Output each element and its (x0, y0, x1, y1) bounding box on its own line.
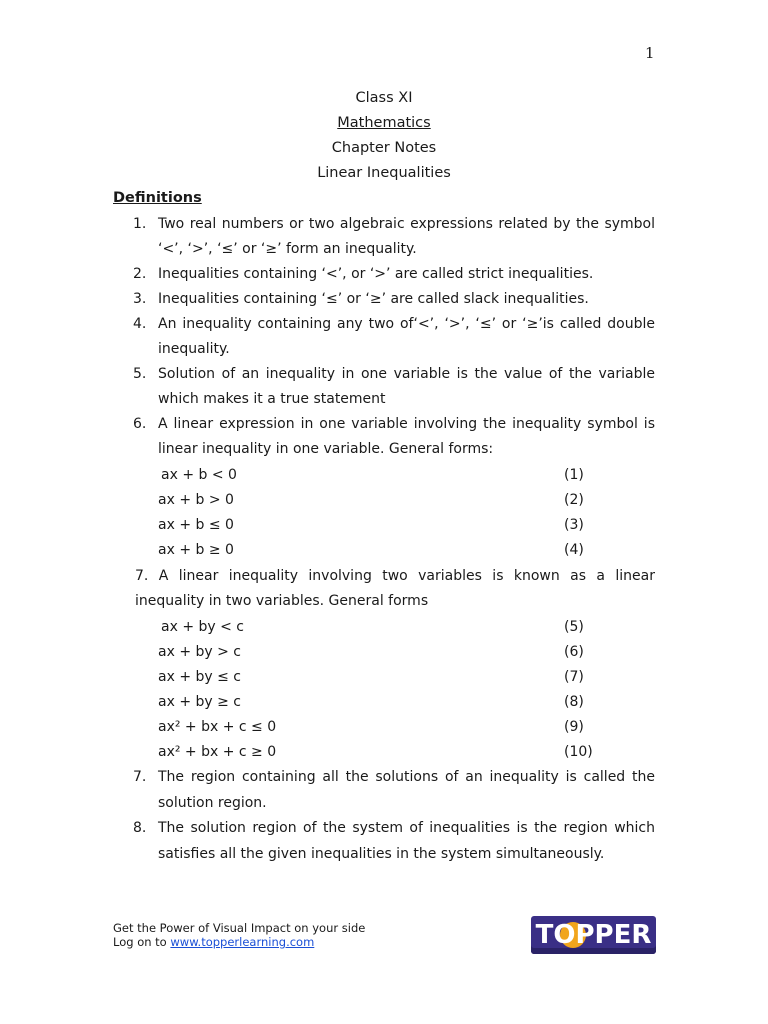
list-item-line: solution region. (158, 795, 267, 811)
equation-number: (2) (564, 492, 584, 508)
list-item-number: 6. (133, 416, 147, 432)
formula-expression: ax + b < 0 (161, 467, 237, 483)
list-item-line: which makes it a true statement (158, 391, 386, 407)
list-item-line: Solution of an inequality in one variable is the value of the variable (158, 366, 655, 382)
section-title: Definitions (113, 190, 202, 206)
equation-number: (7) (564, 669, 584, 685)
formula-expression: ax² + bx + c ≥ 0 (158, 744, 277, 760)
list-item-line: A linear expression in one variable involving the inequality symbol is (158, 416, 655, 432)
footer-tagline: Get the Power of Visual Impact on your side (113, 921, 366, 935)
equation-number: (5) (564, 619, 584, 635)
footer-logon (113, 935, 314, 949)
list-item-line: Two real numbers or two algebraic expressions related by the symbol (158, 216, 655, 232)
topper-logo[interactable] (531, 916, 656, 954)
page-number: 1 (645, 44, 655, 62)
equation-number: (4) (564, 542, 584, 558)
formula-expression: ax + by ≥ c (158, 694, 241, 710)
formula-expression: ax + by > c (158, 644, 241, 660)
list-item-number: 7. (133, 769, 147, 785)
list-item-line: satisfies all the given inequalities in the system simultaneously. (158, 846, 605, 862)
list-item-line: Inequalities containing ‘<’, or ‘>’ are called strict inequalities. (158, 266, 594, 282)
equation-number: (1) (564, 467, 584, 483)
formula-expression: ax + b ≥ 0 (158, 542, 234, 558)
list-item-number: 4. (133, 316, 147, 332)
equation-number: (8) (564, 694, 584, 710)
formula-expression: ax + b ≤ 0 (158, 517, 234, 533)
list-item-number: 3. (133, 291, 147, 307)
formula-expression: ax² + bx + c ≤ 0 (158, 719, 277, 735)
subject-title-text: Mathematics (337, 115, 431, 131)
footer-link[interactable]: www.topperlearning.com (170, 935, 315, 949)
notes-title-text: Chapter Notes (331, 140, 437, 156)
class-title-text: Class XI (355, 90, 413, 106)
formula-expression: ax + by < c (161, 619, 244, 635)
list-item-line: The solution region of the system of inequalities is the region which (158, 820, 655, 836)
notes-title (0, 140, 768, 156)
list-item-line: linear inequality in one variable. General forms: (158, 441, 494, 457)
list-item-line: The region containing all the solutions of an inequality is called the (158, 769, 655, 785)
footer-logon-prefix: Log on to (113, 935, 171, 949)
list-item-line: An inequality containing any two of‘<’, ‘>’, ‘≤’ or ‘≥’is called double (158, 316, 655, 332)
list-item-line: ‘<’, ‘>’, ‘≤’ or ‘≥’ form an inequality. (158, 241, 417, 257)
chapter-title (0, 165, 768, 181)
equation-number: (6) (564, 644, 584, 660)
list-item-number: 1. (133, 216, 147, 232)
formula-expression: ax + by ≤ c (158, 669, 241, 685)
list-item-line: inequality in two variables. General forms (135, 593, 429, 609)
chapter-title-text: Linear Inequalities (317, 165, 451, 181)
list-item-line: Inequalities containing ‘≤’ or ‘≥’ are called slack inequalities. (158, 291, 589, 307)
list-item-number: 8. (133, 820, 147, 836)
subject-title (0, 115, 768, 131)
list-item-number: 5. (133, 366, 147, 382)
formula-expression: ax + b > 0 (158, 492, 234, 508)
list-item-number: 2. (133, 266, 147, 282)
equation-number: (9) (564, 719, 584, 735)
topper-logo-text: TOPPER (535, 920, 652, 950)
equation-number: (3) (564, 517, 584, 533)
class-title (0, 90, 768, 106)
equation-number: (10) (564, 744, 593, 760)
list-item-line: 7. A linear inequality involving two variables is known as a linear (135, 568, 655, 584)
list-item-line: inequality. (158, 341, 230, 357)
